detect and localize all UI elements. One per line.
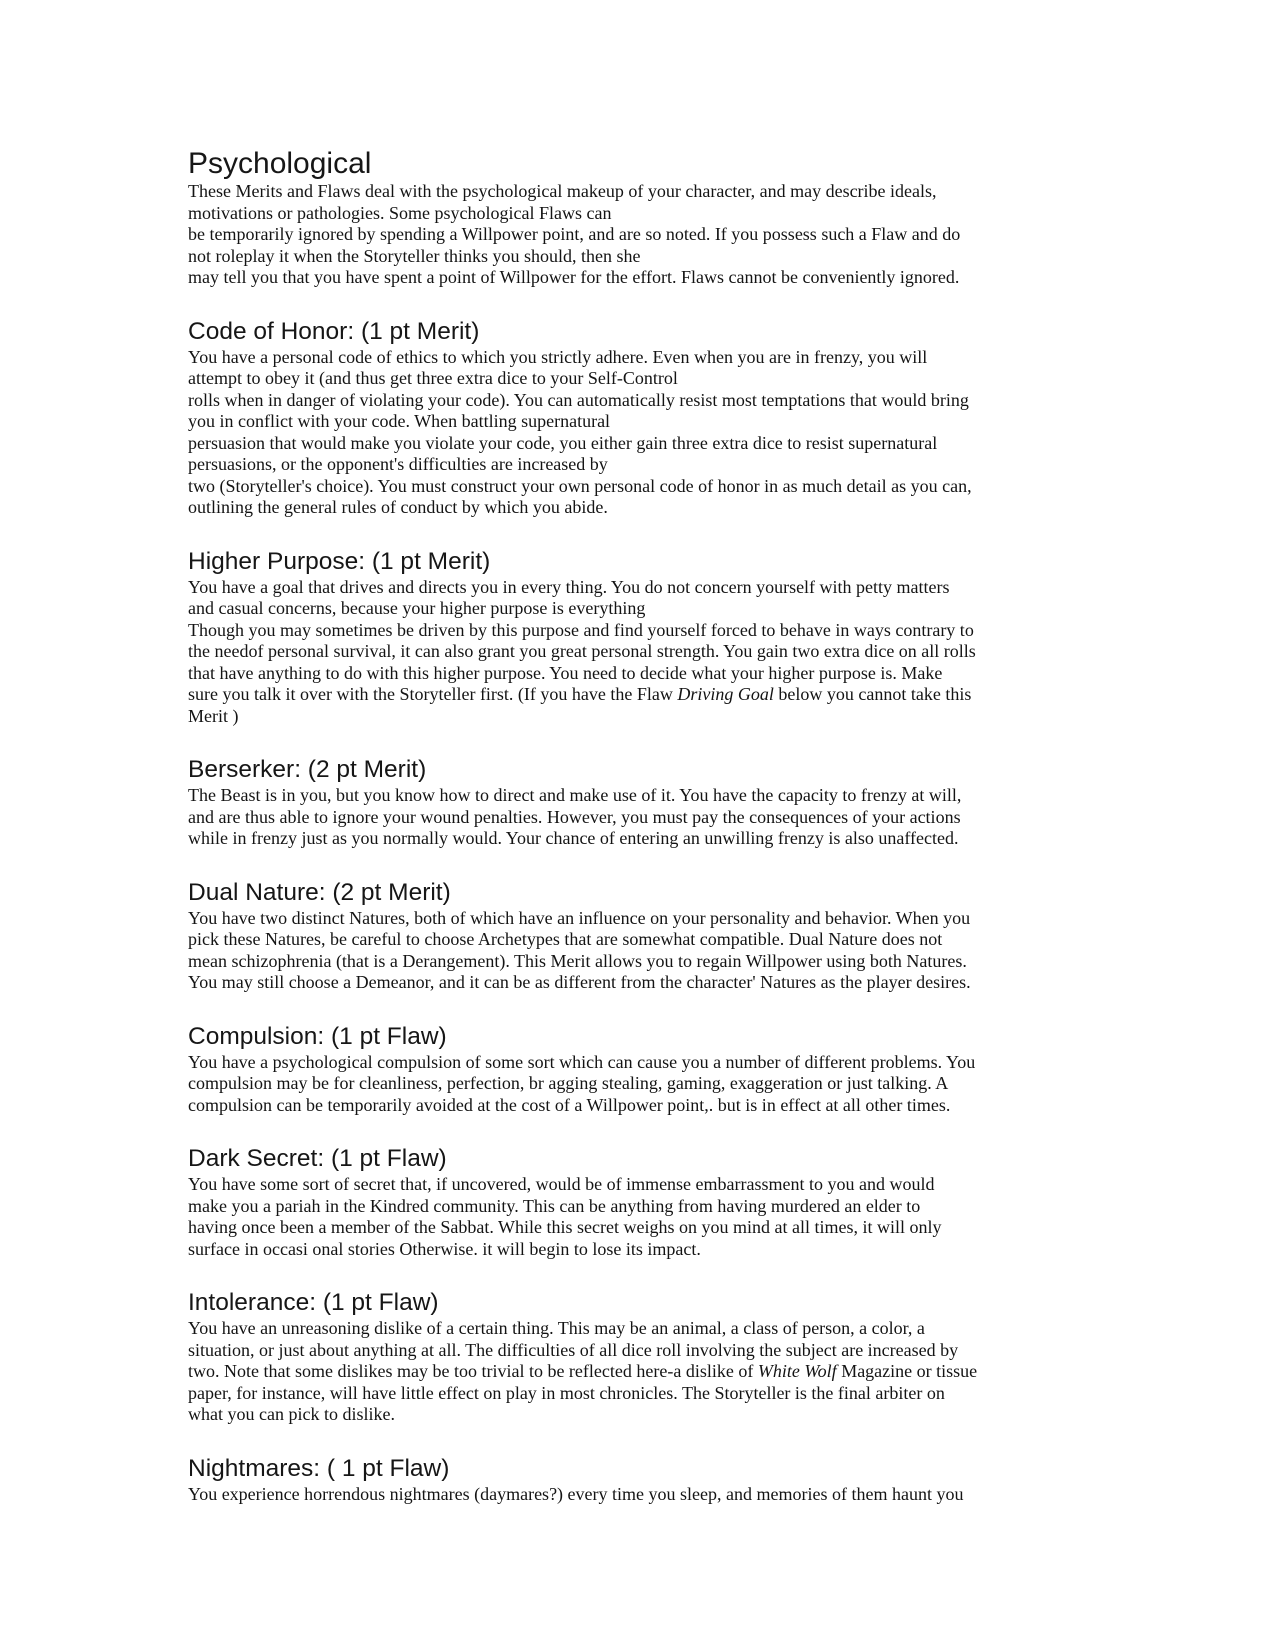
paragraph-line: situation, or just about anything at all. The difficulties of all dice roll involving the subject are increased by (188, 1339, 959, 1360)
paragraph-line: You have two distinct Natures, both of which have an influence on your personality and behavior. When you (188, 907, 971, 928)
section-heading: Code of Honor: (1 pt Merit) (188, 317, 480, 345)
paragraph-line: while in frenzy just as you normally would. Your chance of entering an unwilling frenzy is also unaffected. (188, 828, 959, 848)
paragraph-line: persuasions, or the opponent's difficulties are increased by (188, 454, 608, 474)
paragraph-line: having once been a member of the Sabbat. While this secret weighs on you mind at all times, it will only (188, 1217, 942, 1237)
paragraph-line: the needof personal survival, it can also grant you great personal strength. You gain two extra dice on all rolls (188, 641, 976, 661)
paragraph-line: and are thus able to ignore your wound penalties. However, you must pay the consequences of your actions (188, 806, 961, 827)
section-paragraph (188, 577, 1185, 728)
section-paragraph (188, 1318, 1185, 1426)
paragraph-line: may tell you that you have spent a point of Willpower for the effort. Flaws cannot be conveniently ignored. (188, 267, 960, 287)
line-text: two. Note that some dislikes may be too trivial to be reflected here-a dislike of (188, 1361, 758, 1381)
section-intolerance (188, 1288, 1185, 1426)
paragraph-line: You experience horrendous nightmares (daymares?) every time you sleep, and memories of them haunt you (188, 1483, 964, 1504)
section-paragraph (188, 908, 1185, 994)
section-paragraph (188, 347, 1185, 519)
section-heading: Nightmares: ( 1 pt Flaw) (188, 1454, 450, 1482)
section-nightmares (188, 1454, 1185, 1506)
paragraph-line: persuasion that would make you violate your code, you either gain three extra dice to resist supernatural (188, 432, 938, 453)
section-higher-purpose (188, 547, 1185, 728)
paragraph-line: You have a personal code of ethics to which you strictly adhere. Even when you are in frenzy, you will (188, 346, 928, 367)
section-compulsion (188, 1022, 1185, 1117)
italic-term: Driving Goal (677, 684, 774, 704)
paragraph-line: you in conflict with your code. When battling supernatural (188, 411, 611, 431)
paragraph-line: You have a goal that drives and directs you in every thing. You do not concern yourself with petty matters (188, 576, 950, 597)
paragraph-line: These Merits and Flaws deal with the psychological makeup of your character, and may describe ideals, (188, 181, 937, 201)
paragraph-line: and casual concerns, because your higher purpose is everything (188, 598, 646, 618)
paragraph-line: compulsion can be temporarily avoided at the cost of a Willpower point,. but is in effect at all other times. (188, 1094, 951, 1115)
paragraph-line: rolls when in danger of violating your code). You can automatically resist most temptations that would bring (188, 389, 969, 410)
section-heading: Higher Purpose: (1 pt Merit) (188, 547, 491, 575)
line-text: below you cannot take this (773, 684, 972, 704)
paragraph-line: motivations or pathologies. Some psychological Flaws can (188, 202, 612, 223)
section-heading: Dual Nature: (2 pt Merit) (188, 878, 451, 906)
paragraph-line: compulsion may be for cleanliness, perfection, br agging stealing, gaming, exaggeration or just talking. A (188, 1073, 949, 1093)
paragraph-line: You have some sort of secret that, if uncovered, would be of immense embarrassment to you and would (188, 1174, 935, 1194)
section-paragraph (188, 785, 1185, 850)
paragraph-line: Though you may sometimes be driven by this purpose and find yourself forced to behave in ways contrary to (188, 619, 974, 640)
paragraph-line: mean schizophrenia (that is a Derangement). This Merit allows you to regain Willpower using both Natures. (188, 950, 967, 971)
page-title: Psychological (188, 147, 372, 180)
section-dark-secret (188, 1144, 1185, 1260)
paragraph-line: paper, for instance, will have little effect on play in most chronicles. The Storyteller is the final arbiter on (188, 1382, 945, 1403)
paragraph-line: The Beast is in you, but you know how to direct and make use of it. You have the capacity to frenzy at will, (188, 785, 962, 805)
section-berserker (188, 755, 1185, 850)
paragraph-line: You have a psychological compulsion of some sort which can cause you a number of different problems. You (188, 1051, 976, 1072)
paragraph-line: You have an unreasoning dislike of a certain thing. This may be an animal, a class of person, a color, a (188, 1318, 925, 1338)
paragraph-line: attempt to obey it (and thus get three extra dice to your Self-Control (188, 368, 678, 388)
line-text: sure you talk it over with the Storyteller first. (If you have the Flaw (188, 684, 678, 704)
italic-term: White Wolf (757, 1361, 837, 1381)
section-heading: Dark Secret: (1 pt Flaw) (188, 1145, 447, 1172)
section-heading: Compulsion: (1 pt Flaw) (188, 1022, 447, 1050)
section-heading: Intolerance: (1 pt Flaw) (188, 1289, 439, 1316)
paragraph-line: not roleplay it when the Storyteller thinks you should, then she (188, 245, 641, 266)
paragraph-line: make you a pariah in the Kindred community. This can be anything from having murdered an elder to (188, 1195, 921, 1216)
section-code-of-honor (188, 317, 1185, 519)
paragraph-line: You may still choose a Demeanor, and it can be as different from the character' Natures as the player desires. (188, 972, 971, 992)
paragraph-line (188, 684, 1185, 706)
section-dual-nature (188, 878, 1185, 994)
section-heading: Berserker: (2 pt Merit) (188, 756, 427, 783)
paragraph-line (188, 1361, 1185, 1383)
paragraph-line: pick these Natures, be careful to choose Archetypes that are somewhat compatible. Dual Nature does not (188, 929, 943, 949)
paragraph-line: what you can pick to dislike. (188, 1404, 395, 1424)
section-paragraph (188, 1484, 1185, 1506)
paragraph-line: Merit ) (188, 705, 239, 726)
paragraph-line: be temporarily ignored by spending a Willpower point, and are so noted. If you possess such a Flaw and do (188, 224, 961, 244)
paragraph-line: surface in occasi onal stories Otherwise. it will begin to lose its impact. (188, 1238, 701, 1259)
paragraph-line: two (Storyteller's choice). You must construct your own personal code of honor in as much detail as you can, (188, 475, 972, 496)
section-paragraph (188, 1174, 1185, 1260)
paragraph-line: that have anything to do with this higher purpose. You need to decide what your higher purpose is. Make (188, 662, 943, 683)
intro-paragraph (188, 181, 1185, 289)
paragraph-line: outlining the general rules of conduct by which you abide. (188, 497, 608, 517)
section-paragraph (188, 1052, 1185, 1117)
line-text: Magazine or tissue (836, 1361, 978, 1381)
